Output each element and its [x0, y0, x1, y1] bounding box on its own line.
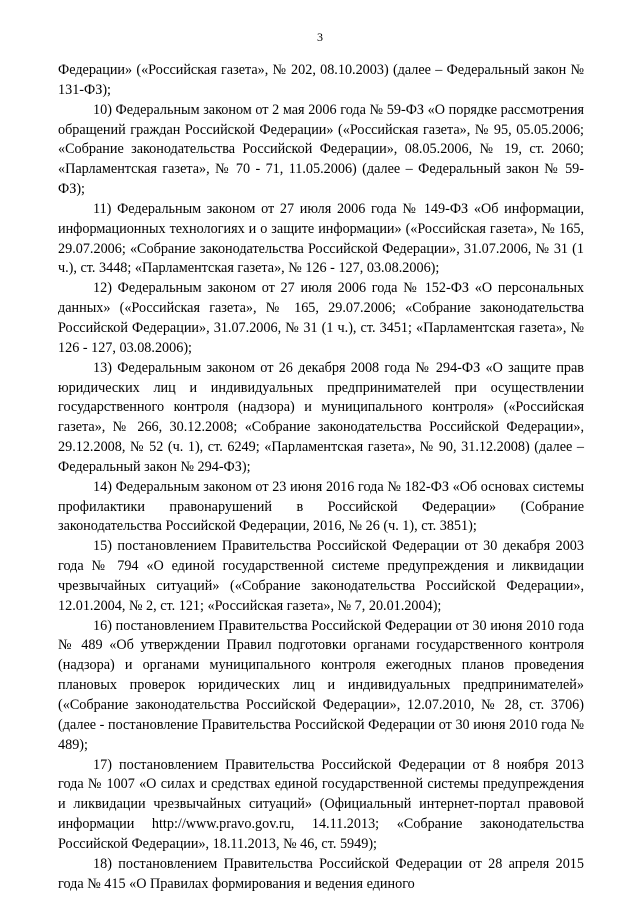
paragraph-item-14: 14) Федеральным законом от 23 июня 2016 года № 182-ФЗ «Об основах системы профилактики правонарушений в Российской Федерации» (Собрание законодательства Российской Федерации, 2016, № 26 (ч. 1), ст. 3851);: [58, 478, 584, 535]
paragraph-item-11: 11) Федеральным законом от 27 июля 2006 года № 149-ФЗ «Об информации, информационных технологиях и о защите информации» («Российская газета», № 165, 29.07.2006; «Собрание законодательства Российской Федерации», 31.07.2006, № 31 (1 ч.), ст. 3448; «Парламентская газета», № 126 - 127, 03.08.2006);: [58, 200, 584, 277]
paragraph-item-15: 15) постановлением Правительства Российской Федерации от 30 декабря 2003 года № 794 «О единой государственной системе предупреждения и ликвидации чрезвычайных ситуаций» («Собрание законодательства Российской Федерации», 12.01.2004, № 2, ст. 121; «Российская газета», № 7, 20.01.2004);: [58, 538, 584, 614]
paragraph-continuation: Федерации» («Российская газета», № 202, 08.10.2003) (далее – Федеральный закон № 131-ФЗ);: [58, 62, 584, 98]
page-number: 3: [317, 30, 323, 44]
paragraph-item-12: 12) Федеральным законом от 27 июля 2006 года № 152-ФЗ «О персональных данных» («Российская газета», № 165, 29.07.2006; «Собрание законодательства Российской Федерации», 31.07.2006, № 31 (1 ч.), ст. 3451; «Парламентская газета», № 126 - 127, 03.08.2006);: [58, 280, 584, 356]
paragraph-item-13: 13) Федеральным законом от 26 декабря 2008 года № 294-ФЗ «О защите прав юридических лиц и индивидуальных предпринимателей при осуществлении государственного контроля (надзора) и муниципального контроля» («Российская газета», № 266, 30.12.2008; «Собрание законодательства Российской Федерации», 29.12.2008, № 52 (ч. 1), ст. 6249; «Парламентская газета», № 90, 31.12.2008) (далее – Федеральный закон № 294-ФЗ);: [58, 359, 584, 475]
paragraph-item-17: 17) постановлением Правительства Российской Федерации от 8 ноября 2013 года № 1007 «О силах и средствах единой государственной системы предупреждения и ликвидации чрезвычайных ситуаций» (Официальный интернет-портал правовой информации http://www.pravo.gov.ru, 14.11.2013; «Собрание законодательства Российской Федерации», 18.11.2013, № 46, ст. 5949);: [58, 756, 584, 852]
paragraph-item-16: 16) постановлением Правительства Российской Федерации от 30 июня 2010 года № 489 «Об утверждении Правил подготовки органами государственного контроля (надзора) и органами муниципального контроля ежегодных планов проведения плановых проверок юридических лиц и индивидуальных предпринимателей» («Собрание законодательства Российской Федерации», 12.07.2010, № 28, ст. 3706) (далее - постановление Правительства Российской Федерации от 30 июня 2010 года № 489);: [58, 617, 584, 753]
document-body: [58, 61, 584, 894]
paragraph-item-18: 18) постановлением Правительства Российской Федерации от 28 апреля 2015 года № 415 «О Правилах формирования и ведения единого: [58, 855, 584, 892]
paragraph-item-10: 10) Федеральным законом от 2 мая 2006 года № 59-ФЗ «О порядке рассмотрения обращений граждан Российской Федерации» («Российская газета», № 95, 05.05.2006; «Собрание законодательства Российской Федерации», 08.05.2006, № 19, ст. 2060; «Парламентская газета», № 70 - 71, 11.05.2006) (далее – Федеральный закон № 59-ФЗ);: [58, 101, 584, 198]
